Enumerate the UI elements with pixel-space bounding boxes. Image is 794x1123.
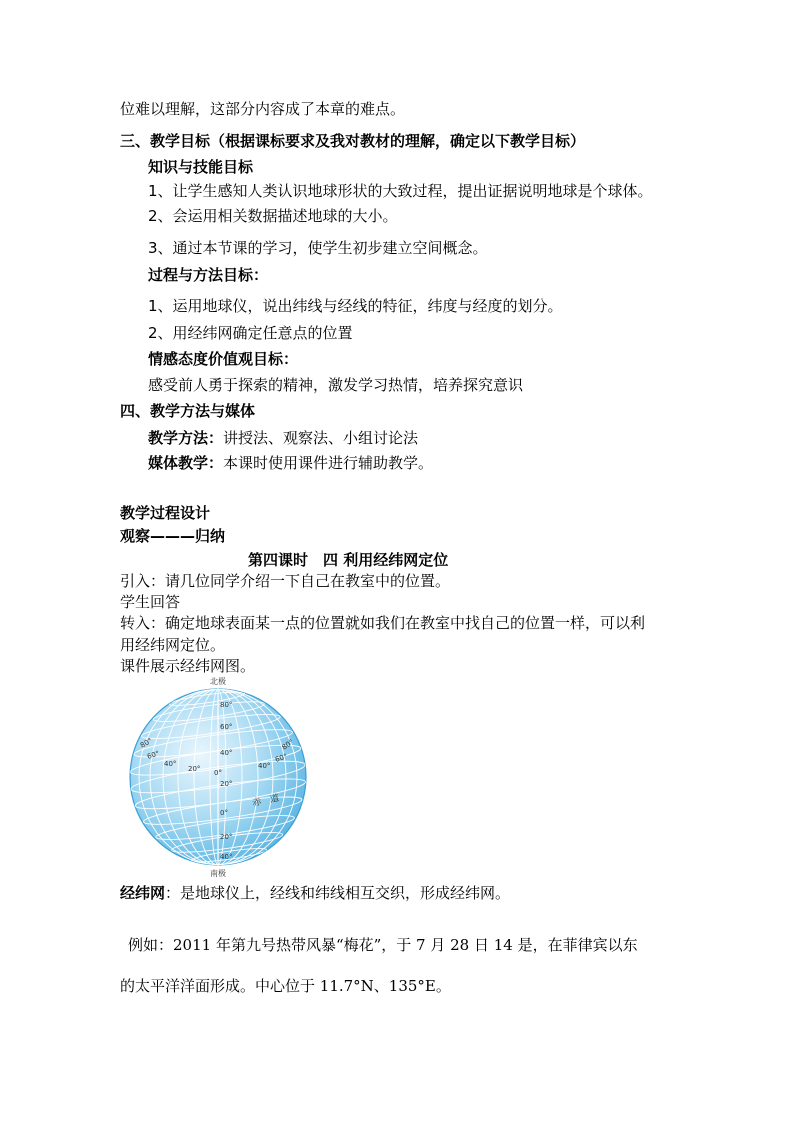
lon-label-left-60: 60°	[146, 749, 161, 761]
knowledge-goal-1: 1、让学生感知人类认识地球形状的大致过程，提出证据说明地球是个球体。	[148, 182, 653, 200]
courseware-show-line: 课件展示经纬网图。	[120, 657, 256, 675]
lon-label-center-0: 0°	[214, 769, 222, 777]
lat-label-40s: 40°	[220, 853, 233, 861]
lat-label-0: 0°	[220, 809, 228, 817]
graticule-definition-line	[120, 883, 510, 903]
lon-label-right-40: 40°	[258, 762, 271, 770]
graticule-definition: ：是地球仪上，经线和纬线相互交织，形成经纬网。	[165, 884, 511, 902]
emotion-goal-text: 感受前人勇于探索的精神，激发学习热情，培养探究意识	[148, 376, 524, 394]
teaching-method-line	[148, 428, 418, 448]
lon-label-right-60: 60°	[274, 752, 289, 764]
transition-line-2: 用经纬网定位。	[120, 636, 226, 654]
south-pole-label: 南极	[210, 869, 226, 878]
knowledge-goals-heading: 知识与技能目标	[148, 158, 254, 176]
media-teaching-label: 媒体教学：	[148, 454, 224, 472]
example-line-2: 的太平洋洋面形成。中心位于 11.7°N、135°E。	[120, 977, 451, 995]
section-4-heading: 四、教学方法与媒体	[120, 402, 256, 420]
intro-line: 引入：请几位同学介绍一下自己在教室中的位置。	[120, 572, 451, 590]
process-goal-1: 1、运用地球仪，说出纬线与经线的特征，纬度与经度的划分。	[148, 297, 563, 315]
student-answer-line: 学生回答	[120, 593, 181, 611]
observe-induce-label: 观察———归纳	[120, 527, 226, 545]
transition-line-1: 转入：确定地球表面某一点的位置就如我们在教室中找自己的位置一样，可以利	[120, 614, 646, 632]
paragraph-continuation: 位难以理解，这部分内容成了本章的难点。	[120, 100, 406, 118]
lat-label-60: 60°	[220, 723, 233, 731]
lon-label-left-80: 80°	[139, 736, 154, 750]
north-pole-label: 北极	[210, 677, 226, 686]
lat-label-20n: 20°	[220, 780, 233, 788]
teaching-method-label: 教学方法：	[148, 429, 224, 447]
lat-label-40: 40°	[220, 749, 233, 757]
lesson-title: 第四课时 四 利用经纬网定位	[248, 551, 449, 569]
knowledge-goal-2: 2、会运用相关数据描述地球的大小。	[148, 207, 398, 225]
lat-label-20s: 20°	[220, 833, 233, 841]
graticule-globe-figure	[128, 674, 308, 880]
process-goals-heading: 过程与方法目标：	[148, 266, 269, 284]
graticule-term: 经纬网	[120, 884, 166, 902]
knowledge-goal-3: 3、通过本节课的学习，使学生初步建立空间概念。	[148, 239, 488, 257]
example-line-1: 例如：2011 年第九号热带风暴“梅花”，于 7 月 28 日 14 是，在菲律宾以东	[128, 936, 638, 954]
lon-label-left-20: 20°	[188, 765, 201, 773]
teaching-method-text: 讲授法、观察法、小组讨论法	[223, 429, 419, 447]
media-teaching-text: 本课时使用课件进行辅助教学。	[223, 454, 434, 472]
lon-label-left-40: 40°	[164, 760, 177, 768]
lat-label-80: 80°	[220, 701, 233, 709]
equator-label: 赤 道	[251, 793, 281, 809]
media-teaching-line	[148, 453, 433, 473]
section-3-heading: 三、教学目标（根据课标要求及我对教材的理解，确定以下教学目标）	[120, 132, 586, 150]
lon-label-right-80: 80°	[280, 737, 296, 752]
process-design-heading: 教学过程设计	[120, 504, 211, 522]
process-goal-2: 2、用经纬网确定任意点的位置	[148, 324, 353, 342]
emotion-goals-heading: 情感态度价值观目标：	[148, 350, 299, 368]
